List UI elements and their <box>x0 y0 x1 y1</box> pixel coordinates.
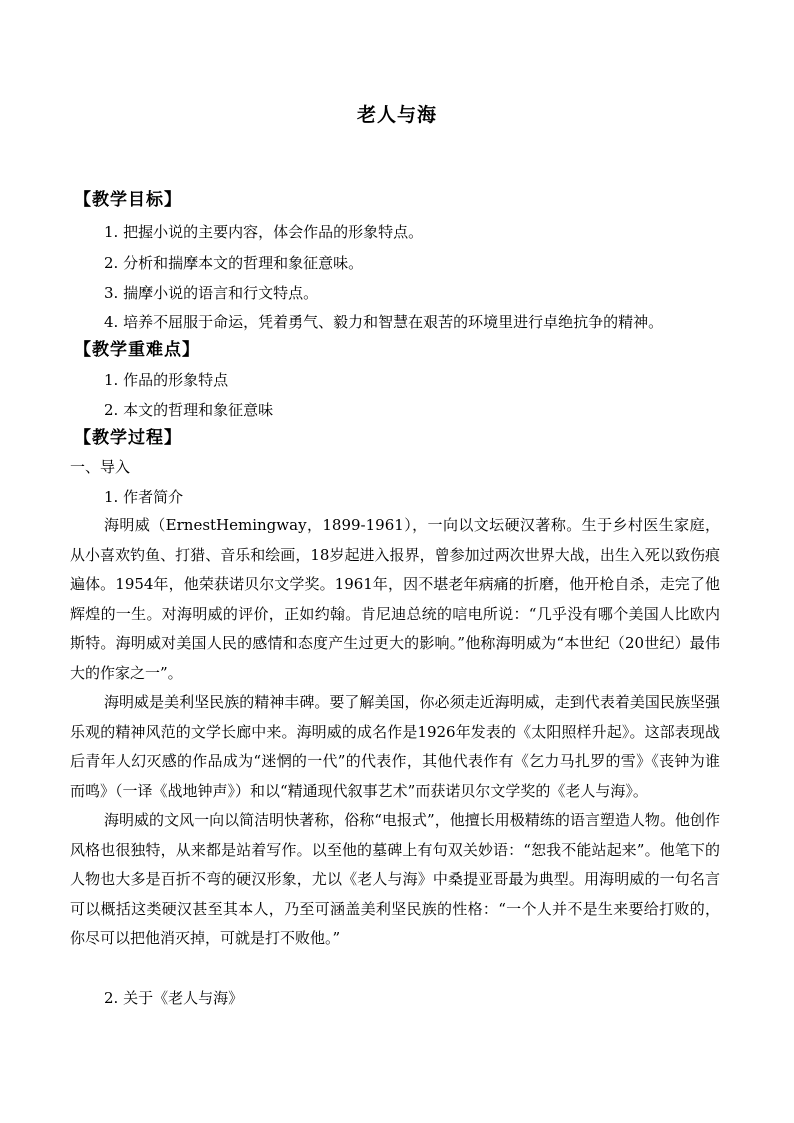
goal-item: 3. 揣摩小说的语言和行文特点。 <box>104 284 319 302</box>
document-title: 老人与海 <box>356 104 437 126</box>
subsection-heading: 1. 作者简介 <box>104 488 184 506</box>
paragraph: 海明威是美利坚民族的精神丰碑。要了解美国，你必须走近海明威，走到代表着美国民族坚强乐观的精神风范的文学长廊中来。海明威的成名作是1926年发表的《太阳照样升起》。这部表现战后青年人幻灭感的作品成为“迷惘的一代”的代表作，其他代表作有《乞力马扎罗的雪》《丧钟为谁而鸣》（一译《战地钟声》）和以“精通现代叙事艺术”而获诺贝尔文学奖的《老人与海》。 <box>70 693 720 800</box>
paragraph: 海明威（ErnestHemingway，1899-1961），一向以文坛硬汉著称。生于乡村医生家庭，从小喜欢钓鱼、打猎、音乐和绘画，18岁起进入报界，曾参加过两次世界大战，出生入死以致伤痕遍体。1954年，他荣获诺贝尔文学奖。1961年，因不堪老年病痛的折磨，他开枪自杀，走完了他辉煌的一生。对海明威的评价，正如约翰。肯尼迪总统的唁电所说：“几乎没有哪个美国人比欧内斯特。海明威对美国人民的感情和态度产生过更大的影响。”他称海明威为“本世纪（20世纪）最伟大的作家之一”。 <box>70 516 720 682</box>
key-point-item: 2. 本文的哲理和象征意味 <box>104 401 274 419</box>
teaching-goals-heading: 【教学目标】 <box>74 190 182 210</box>
paragraph: 海明威的文风一向以简洁明快著称，俗称“电报式”，他擅长用极精练的语言塑造人物。他创作风格也很独特，从来都是站着写作。以至他的墓碑上有句双关妙语：“恕我不能站起来”。他笔下的人物也大多是百折不弯的硬汉形象，尤以《老人与海》中桑提亚哥最为典型。用海明威的一句名言可以概括这类硬汉甚至其本人，乃至可涵盖美利坚民族的性格：“一个人并不是生来要给打败的，你尽可以把他消灭掉，可就是打不败他。” <box>70 811 720 947</box>
section-heading: 一、导入 <box>70 458 131 476</box>
goal-item: 4. 培养不屈服于命运，凭着勇气、毅力和智慧在艰苦的环境里进行卓绝抗争的精神。 <box>104 313 664 331</box>
goal-item: 2. 分析和揣摩本文的哲理和象征意味。 <box>104 254 364 272</box>
process-heading: 【教学过程】 <box>74 428 182 448</box>
subsection-heading: 2. 关于《老人与海》 <box>104 989 244 1007</box>
body-text <box>70 511 720 954</box>
key-points-heading: 【教学重难点】 <box>74 340 200 360</box>
goal-item: 1. 把握小说的主要内容，体会作品的形象特点。 <box>104 223 424 241</box>
key-point-item: 1. 作品的形象特点 <box>104 371 229 389</box>
